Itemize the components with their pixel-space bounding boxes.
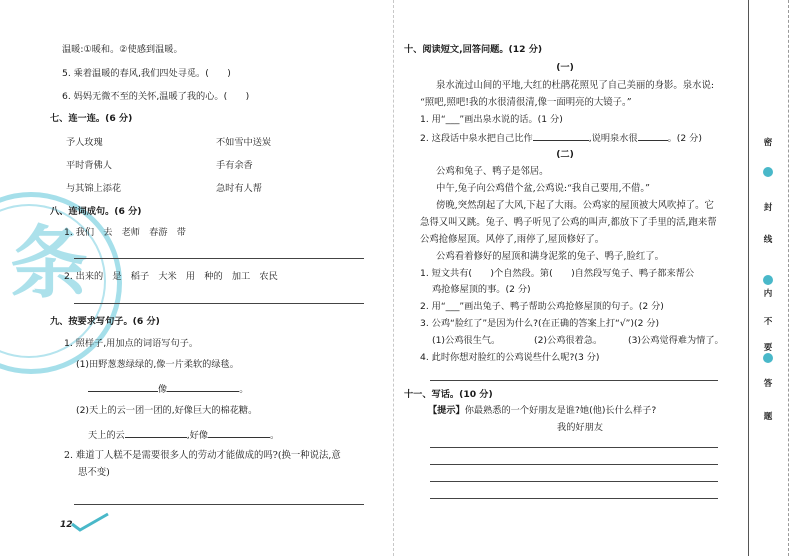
margin-char-7: 答 — [763, 379, 773, 389]
checkmark-icon — [70, 512, 110, 532]
s8-item-2: 2. 出来的 是 稻子 大米 用 种的 加工 农民 — [64, 271, 278, 282]
margin-char-4: 内 — [763, 289, 773, 299]
fill-word: 天上的云 — [88, 430, 125, 441]
hint-label: 【提示】 — [428, 405, 465, 416]
passage-1-line-2: “照吧,照吧!我的水很清很清,像一面明亮的大镜子。” — [420, 97, 632, 108]
margin-line-left — [748, 0, 749, 556]
link-right-2[interactable]: 手有余香 — [216, 160, 253, 171]
essay-line-3[interactable] — [430, 481, 718, 482]
fill-word: 像 — [158, 384, 168, 395]
section-7-title: 七、连一连。(6 分) — [50, 113, 133, 124]
margin-char-5: 不 — [763, 317, 773, 327]
link-right-3[interactable]: 急时有人帮 — [216, 183, 262, 194]
section-8-title: 八、连词成句。(6 分) — [50, 206, 142, 217]
s8-answer-line-2[interactable] — [74, 303, 364, 304]
center-fold — [393, 0, 394, 556]
fill-word: ,好像 — [186, 430, 209, 441]
margin-char-2: 封 — [763, 203, 773, 213]
passage-2-line-3: 傍晚,突然刮起了大风,下起了大雨。公鸡家的屋顶被大风吹掉了。它 — [436, 200, 714, 211]
passage-2-line-4: 急得又叫又跳。兔子、鸭子听见了公鸡的叫声,都放下了手里的活,跑来帮 — [420, 217, 717, 228]
essay-title: 我的好朋友 — [557, 422, 603, 433]
r2-q3-option-1[interactable]: (1)公鸡很生气。 — [432, 335, 501, 346]
q-text: 。(2 分) — [667, 133, 702, 144]
r2-answer-line[interactable] — [430, 380, 718, 381]
r2-question-3: 3. 公鸡“脸红了”是因为什么?(在正确的答案上打“√”)(2 分) — [420, 318, 660, 329]
q-text: 2. 这段话中泉水把自己比作 — [420, 133, 533, 144]
s8-answer-line-1[interactable] — [74, 258, 364, 259]
margin-char-1: 密 — [763, 138, 773, 148]
link-right-1[interactable]: 不如雪中送炭 — [216, 137, 272, 148]
s9-item-2-line-b: 思不变) — [78, 467, 110, 478]
section-10-title: 十、阅读短文,回答问题。(12 分) — [404, 44, 543, 55]
passage-2-line-5: 公鸡抢修屋顶。风停了,雨停了,屋顶修好了。 — [420, 234, 605, 245]
passage-2-line-1: 公鸡和兔子、鸭子是邻居。 — [436, 166, 549, 177]
hint-text: 你最熟悉的一个好朋友是谁?她(他)长什么样子? — [464, 405, 657, 416]
r1-question-2 — [420, 131, 702, 145]
section-9-title: 九、按要求写句子。(6 分) — [50, 316, 160, 327]
r2-q3-option-3[interactable]: (3)公鸡觉得难为情了。 — [628, 335, 724, 346]
part-1-label: (一) — [556, 62, 574, 73]
q-text: ,说明泉水很 — [588, 133, 638, 144]
margin-dot-1 — [763, 167, 773, 177]
r2-question-1-line-a: 1. 短文共有( )个自然段。第( )自然段写兔子、鸭子都来帮公 — [420, 268, 695, 279]
seal-watermark-char: 条 — [10, 219, 89, 309]
essay-line-1[interactable] — [430, 447, 718, 448]
page-number: 12 — [60, 520, 73, 530]
r1-question-1: 1. 用“___”画出泉水说的话。(1 分) — [420, 114, 563, 125]
s9-answer-line[interactable] — [74, 504, 364, 505]
q6-sentence: 6. 妈妈无微不至的关怀,温暖了我的心。( ) — [62, 91, 250, 102]
passage-2-line-2: 中午,兔子向公鸡借个盆,公鸡说:“我自己要用,不借。” — [436, 183, 650, 194]
s9-item-1: 1. 照样子,用加点的词语写句子。 — [64, 338, 199, 349]
s9-item-1a: (1)田野葱葱绿绿的,像一片柔软的绿毯。 — [76, 359, 239, 370]
link-left-1[interactable]: 予人玫瑰 — [66, 137, 103, 148]
link-left-2[interactable]: 平时背佛人 — [66, 160, 112, 171]
margin-dot-2 — [763, 275, 773, 285]
s8-item-1: 1. 我们 去 老师 春游 带 — [64, 227, 186, 238]
essay-line-4[interactable] — [430, 498, 718, 499]
margin-dot-3 — [763, 353, 773, 363]
fill-blank[interactable] — [533, 131, 589, 141]
link-left-3[interactable]: 与其锦上添花 — [66, 183, 122, 194]
r2-question-2: 2. 用“___”画出兔子、鸭子帮助公鸡抢修屋顶的句子。(2 分) — [420, 301, 664, 312]
r2-question-1-line-b: 鸡抢修屋顶的事。(2 分) — [432, 284, 531, 295]
s9-item-1b-fill: 天上的云 ,好像 。 — [88, 430, 280, 441]
r2-question-4: 4. 此时你想对脸红的公鸡说些什么呢?(3 分) — [420, 352, 600, 363]
section-11-title: 十一、写话。(10 分) — [404, 389, 493, 400]
fill-blank[interactable] — [167, 382, 239, 392]
passage-1-line-1: 泉水流过山间的平地,大红的杜鹃花照见了自己美丽的身影。泉水说: — [436, 80, 715, 91]
q5-sentence: 5. 乘着温暖的春风,我们四处寻觅。( ) — [62, 68, 231, 79]
fill-blank[interactable] — [638, 131, 668, 141]
fill-blank[interactable] — [88, 382, 158, 392]
essay-line-2[interactable] — [430, 464, 718, 465]
s9-item-1a-fill: 像 。 — [88, 382, 248, 396]
fill-blank[interactable] — [208, 428, 270, 438]
passage-2-line-6: 公鸡看着修好的屋顶和满身泥浆的兔子、鸭子,脸红了。 — [436, 251, 664, 262]
r2-q3-option-2[interactable]: (2)公鸡很着急。 — [534, 335, 603, 346]
s9-item-2-line-a: 2. 难道丁人糕不是需要很多人的劳动才能做成的吗?(换一种说法,意 — [64, 450, 341, 461]
margin-char-8: 题 — [763, 412, 773, 422]
margin-char-6: 要 — [763, 343, 773, 353]
part-2-label: (二) — [556, 149, 574, 160]
margin-line-right — [788, 0, 789, 556]
q4-definition: 温暖:①暖和。②使感到温暖。 — [62, 44, 183, 55]
fill-blank[interactable] — [125, 428, 187, 438]
s9-item-1b: (2)天上的云一团一团的,好像巨大的棉花糖。 — [76, 405, 258, 416]
hint-row — [428, 405, 656, 417]
margin-char-3: 线 — [763, 235, 773, 245]
